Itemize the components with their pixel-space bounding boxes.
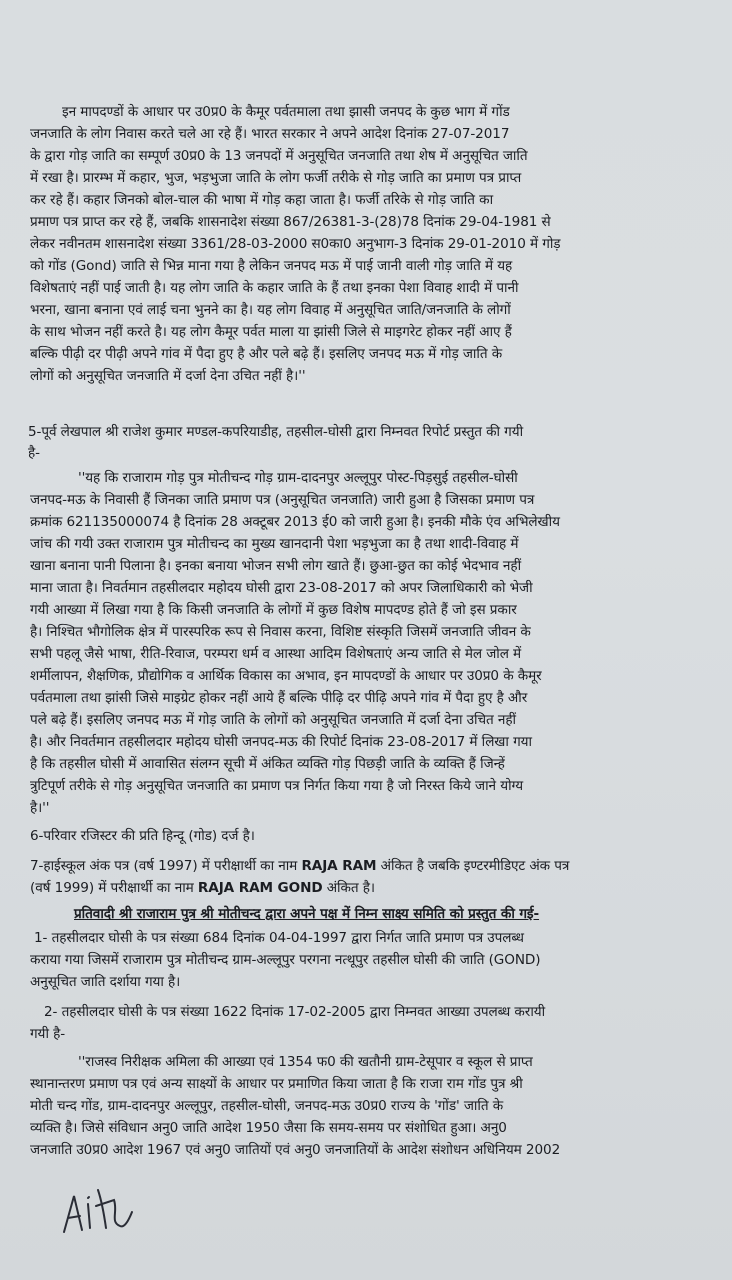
evidence-line: 2- तहसीलदार घोसी के पत्र संख्या 1622 दिनांक 17-02-2005 द्वारा निम्नवत आख्या उपलब्ध करायी xyxy=(44,1004,546,1020)
quote-line: गयी आख्या में लिखा गया है कि किसी जनजाति के लोगों में कुछ विशेष मापदण्ड होते हैं जो इस प्रकार xyxy=(30,602,517,618)
quote-line: है कि तहसील घोसी में आवासित संलग्न सूची में अंकित व्यक्ति गोड़ पिछड़ी जाति के व्यक्ति हैं जिन्हें xyxy=(30,756,505,772)
quote-line: ''राजस्व निरीक्षक अमिला की आख्या एवं 1354 फ0 की खतौनी ग्राम-टेसूपार व स्कूल से प्राप्त xyxy=(78,1054,533,1070)
quote-line: जांच की गयी उक्त राजाराम पुत्र मोतीचन्द का मुख्य खानदानी पेशा भड़भुजा का है तथा शादी-विवाह में xyxy=(30,536,519,552)
evidence-line: कराया गया जिसमें राजाराम पुत्र मोतीचन्द ग्राम-अल्लूपुर परगना नत्थूपुर तहसील घोसी की जाति (GOND) xyxy=(30,952,541,968)
quote-line: जनजाति उ0प्र0 आदेश 1967 एवं अनु0 जातियों एवं अनु0 जनजातियों के आदेश संशोधन अधिनियम 2002 xyxy=(30,1142,561,1158)
quote-line: क्रमांक 621135000074 है दिनांक 28 अक्टूबर 2013 ई0 को जारी हुआ है। इनकी मौके एंव अभिलेखीय xyxy=(30,514,560,530)
item7-line xyxy=(30,856,569,876)
signature-icon xyxy=(58,1182,138,1242)
paragraph-line: लेकर नवीनतम शासनादेश संख्या 3361/28-03-2000 स0का0 अनुभाग-3 दिनांक 29-01-2010 में गोड़ xyxy=(30,236,561,252)
quote-line: शर्मीलापन, शैक्षणिक, प्रौद्योगिक व आर्थिक विकास का अभाव, इन मापदण्डों के आधार पर उ0प्र0 के कैमूर xyxy=(30,668,542,684)
item7-text: अंकित है। xyxy=(322,880,375,896)
evidence-line: अनुसूचित जाति दर्शाया गया है। xyxy=(30,974,181,990)
paragraph-line: के साथ भोजन नहीं करते है। यह लोग कैमूर पर्वत माला या झांसी जिले से माइगरेट होकर नहीं आए हैं xyxy=(30,324,512,340)
evidence-line: 1- तहसीलदार घोसी के पत्र संख्या 684 दिनांक 04-04-1997 द्वारा निर्गत जाति प्रमाण पत्र उपलब्ध xyxy=(34,930,524,946)
quote-line: मोती चन्द गोंड, ग्राम-दादनपुर अल्लूपुर, तहसील-घोसी, जनपद-मऊ उ0प्र0 राज्य के 'गोंड' जाति के xyxy=(30,1098,504,1114)
quote-line: जनपद-मऊ के निवासी हैं जिनका जाति प्रमाण पत्र (अनुसूचित जनजाति) जारी हुआ है जिसका प्रमाण पत्र xyxy=(30,492,535,508)
paragraph-line: इन मापदण्डों के आधार पर उ0प्र0 के कैमूर पर्वतमाला तथा झासी जनपद के कुछ भाग में गोंड xyxy=(62,104,510,120)
paragraph-line: कर रहे हैं। कहार जिनको बोल-चाल की भाषा में गोड़ कहा जाता है। फर्जी तरिके से गोड़ जाति का xyxy=(30,192,493,208)
paragraph-line: में रखा है। प्रारम्भ में कहार, भुज, भड़भुजा जाति के लोग फर्जी तरीके से गोड़ जाति का प्रमाण पत्र प्राप्त xyxy=(30,170,522,186)
paragraph-line: लोगों को अनुसूचित जनजाति में दर्जा देना उचित नहीं है।'' xyxy=(30,368,306,384)
quote-line: ''यह कि राजाराम गोड़ पुत्र मोतीचन्द गोड़ ग्राम-दादनपुर अल्लूपुर पोस्ट-पिड़सुई तहसील-घोसी xyxy=(78,470,518,486)
quote-line: सभी पहलू जैसे भाषा, रीति-रिवाज, परम्परा धर्म व आस्था आदिम विशेषताएं अन्य जाति से मेल जोल में xyxy=(30,646,522,662)
item5-line: है- xyxy=(28,445,40,461)
item6-line: 6-परिवार रजिस्टर की प्रति हिन्दू (गोड) दर्ज है। xyxy=(30,828,255,844)
evidence-line: गयी है- xyxy=(30,1026,66,1042)
item7-line xyxy=(30,878,375,898)
paragraph-line: भरना, खाना बनाना एवं लाई चना भुनने का है। यह लोग विवाह में अनुसूचित जाति/जनजाति के लोगों xyxy=(30,302,511,318)
item7-text: अंकित है जबकि इण्टरमीडिएट अंक पत्र xyxy=(376,858,570,874)
quote-line: त्रुटिपूर्ण तरीके से गोड़ अनुसूचित जनजाति का प्रमाण पत्र निर्गत किया गया है जो निरस्त किये जाने योग्य xyxy=(30,778,523,794)
section-heading: प्रतिवादी श्री राजाराम पुत्र श्री मोतीचन्द द्वारा अपने पक्ष में निम्न साक्ष्य समिति को प्रस्तुत की गई- xyxy=(74,906,540,922)
quote-line: पले बढ़े हैं। इसलिए जनपद मऊ में गोड़ जाति के लोगों को अनुसूचित जनजाति में दर्जा देना उचित नहीं xyxy=(30,712,516,728)
paragraph-line: को गोंड (Gond) जाति से भिन्न माना गया है लेकिन जनपद मऊ में पाई जानी वाली गोड़ जाति में यह xyxy=(30,258,513,274)
quote-line: पर्वतमाला तथा झांसी जिसे माइग्रेट होकर नहीं आये हैं बल्कि पीढ़ि दर पीढ़ि अपने गांव में पैदा हुए है और xyxy=(30,690,528,706)
quote-line: है। निश्चित भौगोलिक क्षेत्र में पारस्परिक रूप से निवास करना, विशिष्ट संस्कृति जिसमें जनजाति जीवन के xyxy=(30,624,531,640)
student-name-full: RAJA RAM GOND xyxy=(197,880,323,896)
quote-line: व्यक्ति है। जिसे संविधान अनु0 जाति आदेश 1950 जैसा कि समय-समय पर संशोधित हुआ। अनु0 xyxy=(30,1120,507,1136)
item7-text: 7-हाईस्कूल अंक पत्र (वर्ष 1997) में परीक्षार्थी का नाम xyxy=(30,858,302,874)
paragraph-line: के द्वारा गोड़ जाति का सम्पूर्ण उ0प्र0 के 13 जनपदों में अनुसूचित जनजाति तथा शेष में अनुसूचित जाति xyxy=(30,148,528,164)
quote-line: माना जाता है। निवर्तमान तहसीलदार महोदय घोसी द्वारा 23-08-2017 को अपर जिलाधिकारी को भेजी xyxy=(30,580,533,596)
paragraph-line: बल्कि पीढ़ी दर पीढ़ी अपने गांव में पैदा हुए है और पले बढ़े हैं। इसलिए जनपद मऊ में गोड़ जाति के xyxy=(30,346,503,362)
item5-line: 5-पूर्व लेखपाल श्री राजेश कुमार मण्डल-कपरियाडीह, तहसील-घोसी द्वारा निम्नवत रिपोर्ट प्रस्तुत की गयी xyxy=(28,424,524,440)
item7-text: (वर्ष 1999) में परीक्षार्थी का नाम xyxy=(30,880,198,896)
quote-line: खाना बनाना पानी पिलाना है। इनका बनाया भोजन सभी लोग खाते हैं। छुआ-छुत का कोई भेदभाव नहीं xyxy=(30,558,521,574)
quote-line: है। और निवर्तमान तहसीलदार महोदय घोसी जनपद-मऊ की रिपोर्ट दिनांक 23-08-2017 में लिखा गया xyxy=(30,734,532,750)
paragraph-line: प्रमाण पत्र प्राप्त कर रहे हैं, जबकि शासनादेश संख्या 867/26381-3-(28)78 दिनांक 29-04-1981 से xyxy=(30,214,551,230)
quote-line: है।'' xyxy=(30,800,50,816)
quote-line: स्थानान्तरण प्रमाण पत्र एवं अन्य साक्ष्यों के आधार पर प्रमाणित किया जाता है कि राजा राम गोंड पुत्र श्री xyxy=(30,1076,523,1092)
paragraph-line: विशेषताएं नहीं पाई जाती है। यह लोग जाति के कहार जाति के हैं तथा इनका पेशा विवाह शादी में पानी xyxy=(30,280,519,296)
student-name: RAJA RAM xyxy=(301,858,377,874)
paragraph-line: जनजाति के लोग निवास करते चले आ रहे हैं। भारत सरकार ने अपने आदेश दिनांक 27-07-2017 xyxy=(30,126,510,142)
